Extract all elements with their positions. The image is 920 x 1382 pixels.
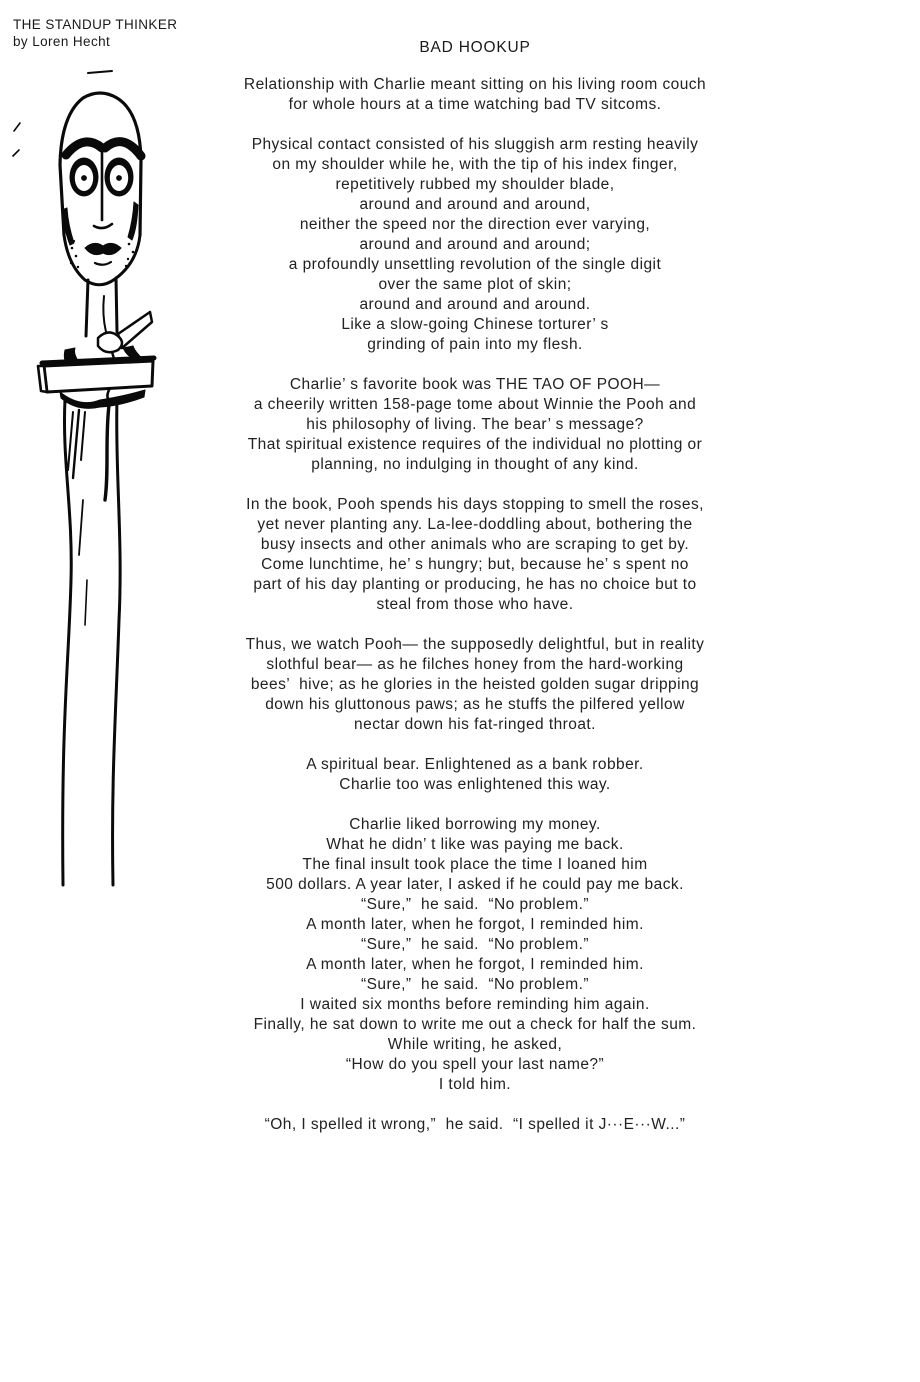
poem-line: “Oh, I spelled it wrong,” he said. “I spelled it J···E···W...” (264, 1116, 686, 1133)
poem-line: A month later, when he forgot, I reminded him. (306, 916, 644, 933)
poem-line: repetitively rubbed my shoulder blade, (335, 176, 615, 193)
poem-line: I told him. (438, 1076, 512, 1093)
poem-body (145, 75, 805, 1135)
poem-line: for whole hours at a time watching bad TV sitcoms. (288, 96, 662, 113)
poem-line: Finally, he sat down to write me out a check for half the sum. (253, 1016, 697, 1033)
stanza (145, 135, 805, 355)
poem-line: “Sure,” he said. “No problem.” (360, 976, 590, 993)
poem-line: over the same plot of skin; (378, 276, 572, 293)
figure-column (63, 400, 120, 885)
stanza (145, 635, 805, 735)
poem-line: A month later, when he forgot, I reminded him. (306, 956, 644, 973)
poem-line: slothful bear— as he filches honey from the hard-working (266, 656, 684, 673)
poem-line: a profoundly unsettling revolution of the single digit (288, 256, 662, 273)
poem-line: around and around and around, (359, 196, 591, 213)
figure-eyebrows (66, 142, 141, 156)
poem-line: “Sure,” he said. “No problem.” (360, 896, 590, 913)
poem-line: nectar down his fat-ringed throat. (354, 716, 596, 733)
poem-line: I waited six months before reminding him again. (300, 996, 650, 1013)
poem-line: a cheerily written 158-page tome about Winnie the Pooh and (253, 396, 697, 413)
figure-pedestal (38, 346, 154, 408)
poem-line: around and around and around. (359, 296, 591, 313)
poem-line: his philosophy of living. The bear’ s message? (306, 416, 644, 433)
stanza (145, 75, 805, 115)
poem-line: busy insects and other animals who are scraping to get by. (260, 536, 690, 553)
poem-line: Charlie liked borrowing my money. (349, 816, 601, 833)
poem-line: Come lunchtime, he’ s hungry; but, because he’ s spent no (261, 556, 689, 573)
poem-line: “Sure,” he said. “No problem.” (360, 936, 590, 953)
poem-line: A spiritual bear. Enlightened as a bank robber. (306, 756, 644, 773)
stanza (145, 815, 805, 1095)
poem-line: Physical contact consisted of his sluggish arm resting heavily (251, 136, 699, 153)
poem-line: Thus, we watch Pooh— the supposedly delightful, but in reality (245, 636, 705, 653)
poem-line: What he didn’ t like was paying me back. (326, 836, 624, 853)
figure-lips (85, 243, 121, 264)
poem-title: BAD HOOKUP (419, 39, 531, 56)
stanza (145, 495, 805, 615)
poem (145, 38, 805, 1135)
poem-line: Charlie too was enlightened this way. (339, 776, 611, 793)
poem-line: planning, no indulging in thought of any kind. (311, 456, 639, 473)
stanza (145, 755, 805, 795)
poem-line: steal from those who have. (376, 596, 574, 613)
stanza (145, 1115, 805, 1135)
poem-line: part of his day planting or producing, he has no choice but to (253, 576, 697, 593)
poem-line: Relationship with Charlie meant sitting on his living room couch (243, 76, 707, 93)
poem-line: down his gluttonous paws; as he stuffs the pilfered yellow (265, 696, 685, 713)
poem-line: In the book, Pooh spends his days stopping to smell the roses, (246, 496, 704, 513)
poem-line: on my shoulder while he, with the tip of his index finger, (272, 156, 678, 173)
poem-line: neither the speed nor the direction ever varying, (299, 216, 651, 233)
poem-line: bees’ hive; as he glories in the heisted golden sugar dripping (250, 676, 700, 693)
stanza (145, 375, 805, 475)
poem-line: Like a slow-going Chinese torturer’ s (341, 316, 609, 333)
publication-title: THE STANDUP THINKER (13, 17, 178, 32)
byline: by Loren Hecht (13, 34, 111, 49)
poem-line: The final insult took place the time I loaned him (302, 856, 648, 873)
standup-thinker-illustration (5, 60, 165, 890)
poem-line: yet never planting any. La-lee-doddling about, bothering the (257, 516, 693, 533)
poem-line: grinding of pain into my flesh. (367, 336, 583, 353)
poem-line: 500 dollars. A year later, I asked if he could pay me back. (266, 876, 684, 893)
poem-line: Charlie’ s favorite book was THE TAO OF POOH— (289, 376, 661, 393)
poem-line: While writing, he asked, (387, 1036, 563, 1053)
poem-line: around and around and around; (359, 236, 591, 253)
poem-line: That spiritual existence requires of the individual no plotting or (247, 436, 703, 453)
poem-line: “How do you spell your last name?” (345, 1056, 605, 1073)
figure-neck (86, 278, 117, 336)
